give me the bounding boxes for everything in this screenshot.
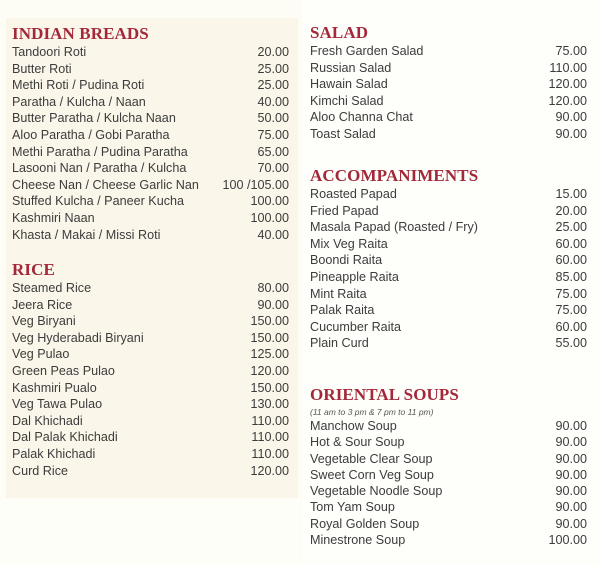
section-accompaniments <box>310 166 587 352</box>
menu-item-price: 80.00 <box>257 281 289 295</box>
menu-item-price: 15.00 <box>555 187 587 201</box>
menu-item-name: Curd Rice <box>12 463 68 478</box>
menu-item <box>310 335 587 352</box>
section-salad <box>310 23 587 143</box>
menu-item-price: 50.00 <box>257 111 289 126</box>
menu-item-price: 110.00 <box>251 446 289 461</box>
menu-item-name: Paratha / Kulcha / Naan <box>12 94 146 109</box>
menu-item-name: Aloo Channa Chat <box>310 110 413 125</box>
section-indian-breads <box>12 24 289 243</box>
menu-item <box>12 127 289 144</box>
menu-item-name: Tandoori Roti <box>12 45 87 59</box>
menu-item <box>12 177 289 194</box>
menu-item-price: 20.00 <box>555 203 587 218</box>
item-list <box>12 44 289 243</box>
menu-item-price: 60.00 <box>555 236 587 251</box>
menu-item-name: Plain Curd <box>310 336 369 351</box>
menu-item-price: 90.00 <box>555 451 587 466</box>
menu-item-price: 25.00 <box>257 61 289 76</box>
section-oriental-soups <box>310 385 587 548</box>
menu-item-name: Methi Roti / Pudina Roti <box>12 78 145 93</box>
menu-item <box>310 418 587 434</box>
menu-item-name: Veg Biryani <box>12 314 76 329</box>
menu-item <box>12 380 289 397</box>
serving-hours-note: (11 am to 3 pm & 7 pm to 11 pm) <box>310 407 434 417</box>
menu-item-price: 120.00 <box>250 463 289 478</box>
menu-item-name: Roasted Papad <box>310 187 397 201</box>
menu-item-name: Palak Raita <box>310 303 375 318</box>
menu-item-name: Kashmiri Naan <box>12 210 95 225</box>
menu-item-price: 90.00 <box>555 435 587 450</box>
menu-item <box>12 463 289 480</box>
menu-item-name: Mint Raita <box>310 286 367 301</box>
item-list <box>310 43 587 143</box>
menu-item <box>12 144 289 161</box>
menu-item <box>12 210 289 227</box>
menu-item-name: Toast Salad <box>310 126 376 141</box>
menu-item <box>310 499 587 515</box>
menu-item-price: 150.00 <box>250 314 289 329</box>
menu-item-price: 100 /105.00 <box>222 177 289 192</box>
menu-item-name: Tom Yam Soup <box>310 500 395 515</box>
menu-item-price: 110.00 <box>251 413 289 428</box>
menu-item-price: 55.00 <box>555 336 587 351</box>
menu-item-name: Dal Palak Khichadi <box>12 430 118 445</box>
menu-item-name: Veg Hyderabadi Biryani <box>12 330 144 345</box>
menu-item-name: Hawain Salad <box>310 77 388 92</box>
menu-item <box>310 93 587 110</box>
menu-item-name: Methi Paratha / Pudina Paratha <box>12 144 188 159</box>
menu-item <box>12 429 289 446</box>
menu-item-price: 150.00 <box>250 330 289 345</box>
menu-item <box>12 44 289 61</box>
menu-item-price: 90.00 <box>555 419 587 433</box>
menu-item-name: Butter Roti <box>12 61 72 76</box>
menu-item <box>12 396 289 413</box>
menu-item-name: Mix Veg Raita <box>310 236 388 251</box>
section-title: ACCOMPANIMENTS <box>310 166 479 185</box>
menu-item-name: Veg Tawa Pulao <box>12 397 103 412</box>
menu-item-name: Fried Papad <box>310 203 379 218</box>
menu-item <box>310 203 587 220</box>
menu-item-name: Stuffed Kulcha / Paneer Kucha <box>12 194 185 209</box>
menu-item-name: Russian Salad <box>310 60 392 75</box>
item-list <box>12 280 289 479</box>
menu-item-price: 90.00 <box>555 110 587 125</box>
menu-item-price: 100.00 <box>250 194 289 209</box>
menu-item-price: 75.00 <box>555 303 587 318</box>
menu-item-price: 90.00 <box>555 484 587 499</box>
menu-item-price: 100.00 <box>548 533 587 548</box>
menu-item <box>310 126 587 143</box>
menu-item <box>310 252 587 269</box>
left-column-footer <box>0 498 300 565</box>
menu-item <box>12 330 289 347</box>
menu-item <box>310 319 587 336</box>
menu-item-price: 40.00 <box>257 227 289 242</box>
menu-item-price: 110.00 <box>549 60 587 75</box>
menu-item-price: 100.00 <box>250 210 289 225</box>
menu-item-name: Butter Paratha / Kulcha Naan <box>12 111 176 126</box>
menu-item-name: Hot & Sour Soup <box>310 435 405 450</box>
item-list <box>310 418 587 548</box>
menu-item <box>310 219 587 236</box>
section-title: INDIAN BREADS <box>12 24 149 43</box>
menu-item <box>310 43 587 60</box>
menu-item <box>12 193 289 210</box>
section-title: ORIENTAL SOUPS <box>310 385 459 404</box>
menu-item <box>12 61 289 78</box>
section-rice <box>12 260 289 479</box>
menu-item-price: 65.00 <box>257 144 289 159</box>
menu-item <box>310 186 587 203</box>
section-title: SALAD <box>310 23 369 42</box>
menu-item-name: Masala Papad (Roasted / Fry) <box>310 220 478 235</box>
menu-item-name: Pineapple Raita <box>310 269 399 284</box>
menu-item-name: Steamed Rice <box>12 281 92 295</box>
menu-item-price: 110.00 <box>251 430 289 445</box>
menu-item <box>310 236 587 253</box>
menu-item-price: 130.00 <box>250 397 289 412</box>
section-title: RICE <box>12 260 55 279</box>
menu-item-price: 90.00 <box>257 297 289 312</box>
menu-item-price: 60.00 <box>555 253 587 268</box>
menu-item-name: Cucumber Raita <box>310 319 401 334</box>
menu-item <box>310 516 587 532</box>
menu-item-price: 120.00 <box>250 363 289 378</box>
menu-item-name: Boondi Raita <box>310 253 383 268</box>
menu-item-name: Kimchi Salad <box>310 93 384 108</box>
menu-item-price: 70.00 <box>257 161 289 176</box>
menu-item-price: 25.00 <box>257 78 289 93</box>
menu-item-price: 40.00 <box>257 94 289 109</box>
menu-item-price: 75.00 <box>555 44 587 58</box>
menu-item <box>12 313 289 330</box>
menu-item <box>310 434 587 450</box>
menu-item-name: Cheese Nan / Cheese Garlic Nan <box>12 177 199 192</box>
menu-item-name: Vegetable Clear Soup <box>310 451 433 466</box>
menu-item <box>310 532 587 548</box>
menu-item-price: 75.00 <box>555 286 587 301</box>
menu-item-price: 90.00 <box>555 516 587 531</box>
menu-item-name: Aloo Paratha / Gobi Paratha <box>12 127 170 142</box>
menu-item <box>12 280 289 297</box>
menu-item-price: 90.00 <box>555 500 587 515</box>
menu-item <box>12 94 289 111</box>
menu-item <box>12 446 289 463</box>
menu-item <box>310 467 587 483</box>
menu-item <box>310 451 587 467</box>
menu-item-name: Royal Golden Soup <box>310 516 420 531</box>
menu-item <box>310 76 587 93</box>
menu-item-name: Kashmiri Pualo <box>12 380 97 395</box>
menu-item-name: Dal Khichadi <box>12 413 83 428</box>
menu-item <box>12 77 289 94</box>
menu-item-price: 120.00 <box>548 93 587 108</box>
menu-item-name: Minestrone Soup <box>310 533 406 548</box>
menu-item-price: 25.00 <box>555 220 587 235</box>
menu-item <box>310 302 587 319</box>
menu-item <box>12 110 289 127</box>
menu-item-name: Jeera Rice <box>12 297 73 312</box>
menu-item-name: Khasta / Makai / Missi Roti <box>12 227 161 242</box>
menu-item-price: 85.00 <box>555 269 587 284</box>
menu-item-name: Vegetable Noodle Soup <box>310 484 443 499</box>
item-list <box>310 186 587 352</box>
menu-item <box>12 346 289 363</box>
menu-item-price: 90.00 <box>555 126 587 141</box>
menu-item <box>12 160 289 177</box>
menu-item-name: Fresh Garden Salad <box>310 44 424 58</box>
menu-item <box>12 413 289 430</box>
menu-item <box>310 483 587 499</box>
menu-item <box>310 269 587 286</box>
menu-item <box>310 109 587 126</box>
menu-item-price: 90.00 <box>555 467 587 482</box>
menu-item-name: Manchow Soup <box>310 419 397 433</box>
menu-item-name: Palak Khichadi <box>12 446 96 461</box>
menu-item-price: 20.00 <box>257 45 289 59</box>
menu-item <box>12 363 289 380</box>
menu-item <box>12 297 289 314</box>
menu-item-price: 150.00 <box>250 380 289 395</box>
menu-item <box>310 286 587 303</box>
menu-item-price: 60.00 <box>555 319 587 334</box>
menu-item-price: 75.00 <box>257 127 289 142</box>
menu-item-name: Lasooni Nan / Paratha / Kulcha <box>12 161 187 176</box>
menu-item-price: 125.00 <box>250 347 289 362</box>
menu-item-price: 120.00 <box>548 77 587 92</box>
menu-item-name: Green Peas Pulao <box>12 363 115 378</box>
menu-item <box>12 227 289 244</box>
menu-item-name: Veg Pulao <box>12 347 70 362</box>
menu-item-name: Sweet Corn Veg Soup <box>310 467 434 482</box>
menu-item <box>310 60 587 77</box>
